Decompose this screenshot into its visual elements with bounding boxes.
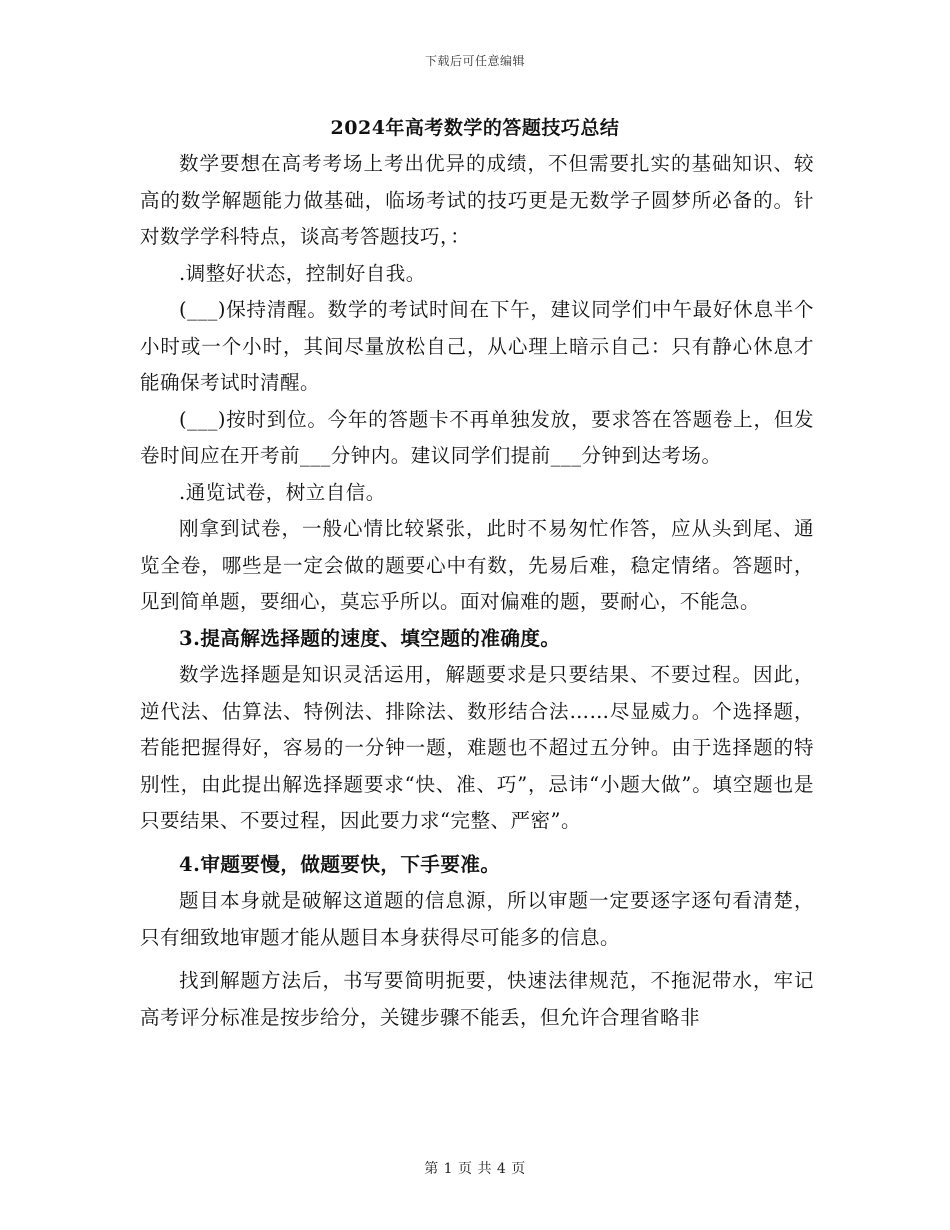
paragraph-writing: 找到解题方法后，书写要简明扼要，快速法律规范，不拖泥带水，牢记高考评分标准是按步给分，关键步骤不能丢，但允许合理省略非 — [140, 969, 814, 1029]
paragraph-read-carefully: 题目本身就是破解这道题的信息源，所以审题一定要逐字逐句看清楚，只有细致地审题才能从题目本身获得尽可能多的信息。 — [140, 889, 814, 949]
paragraph-intro: 数学要想在高考考场上考出优异的成绩，不但需要扎实的基础知识、较高的数学解题能力做基础，临场考试的技巧更是无数学子圆梦所必备的。针对数学学科特点，谈高考答题技巧，： — [140, 152, 814, 248]
paragraph-item-state: .调整好状态，控制好自我。 — [179, 261, 426, 285]
document-body — [140, 146, 814, 1036]
section-heading-3: 3.提高解选择题的速度、填空题的准确度。 — [179, 626, 561, 650]
section-heading-4: 4.审题要慢，做题要快，下手要准。 — [179, 852, 501, 876]
paragraph-choice-questions: 数学选择题是知识灵活运用，解题要求是只要结果、不要过程。因此，逆代法、估算法、特例法、排除法、数形结合法……尽显威力。个选择题，若能把握得好，容易的一分钟一题，难题也不超过五分钟。由于选择题的特别性，由此提出解选择题要求“快、准、巧”，忌讳“小题大做”。填空题也是只要结果、不要过程，因此要力求“完整、严密”。 — [140, 663, 814, 832]
paragraph-item-overview: .通览试卷，树立自信。 — [179, 480, 386, 504]
paragraph-on-time: (___)按时到位。今年的答题卡不再单独发放，要求答在答题卷上，但发卷时间应在开考前___分钟内。建议同学们提前___分钟到达考场。 — [140, 407, 814, 467]
paragraph-overview-detail: 刚拿到试卷，一般心情比较紧张，此时不易匆忙作答，应从头到尾、通览全卷，哪些是一定会做的题要心中有数，先易后难，稳定情绪。答题时，见到简单题，要细心，莫忘乎所以。面对偏难的题，要耐心，不能急。 — [140, 517, 814, 613]
document-title: 2024年高考数学的答题技巧总结 — [330, 117, 620, 139]
header-note: 下载后可任意编辑 — [424, 54, 525, 68]
page-footer: 第 1 页 共 4 页 — [424, 1161, 526, 1177]
paragraph-stay-awake: (___)保持清醒。数学的考试时间在下午，建议同学们中午最好休息半个小时或一个小时，其间尽量放松自己，从心理上暗示自己：只有静心休息才能确保考试时清醒。 — [140, 298, 814, 394]
